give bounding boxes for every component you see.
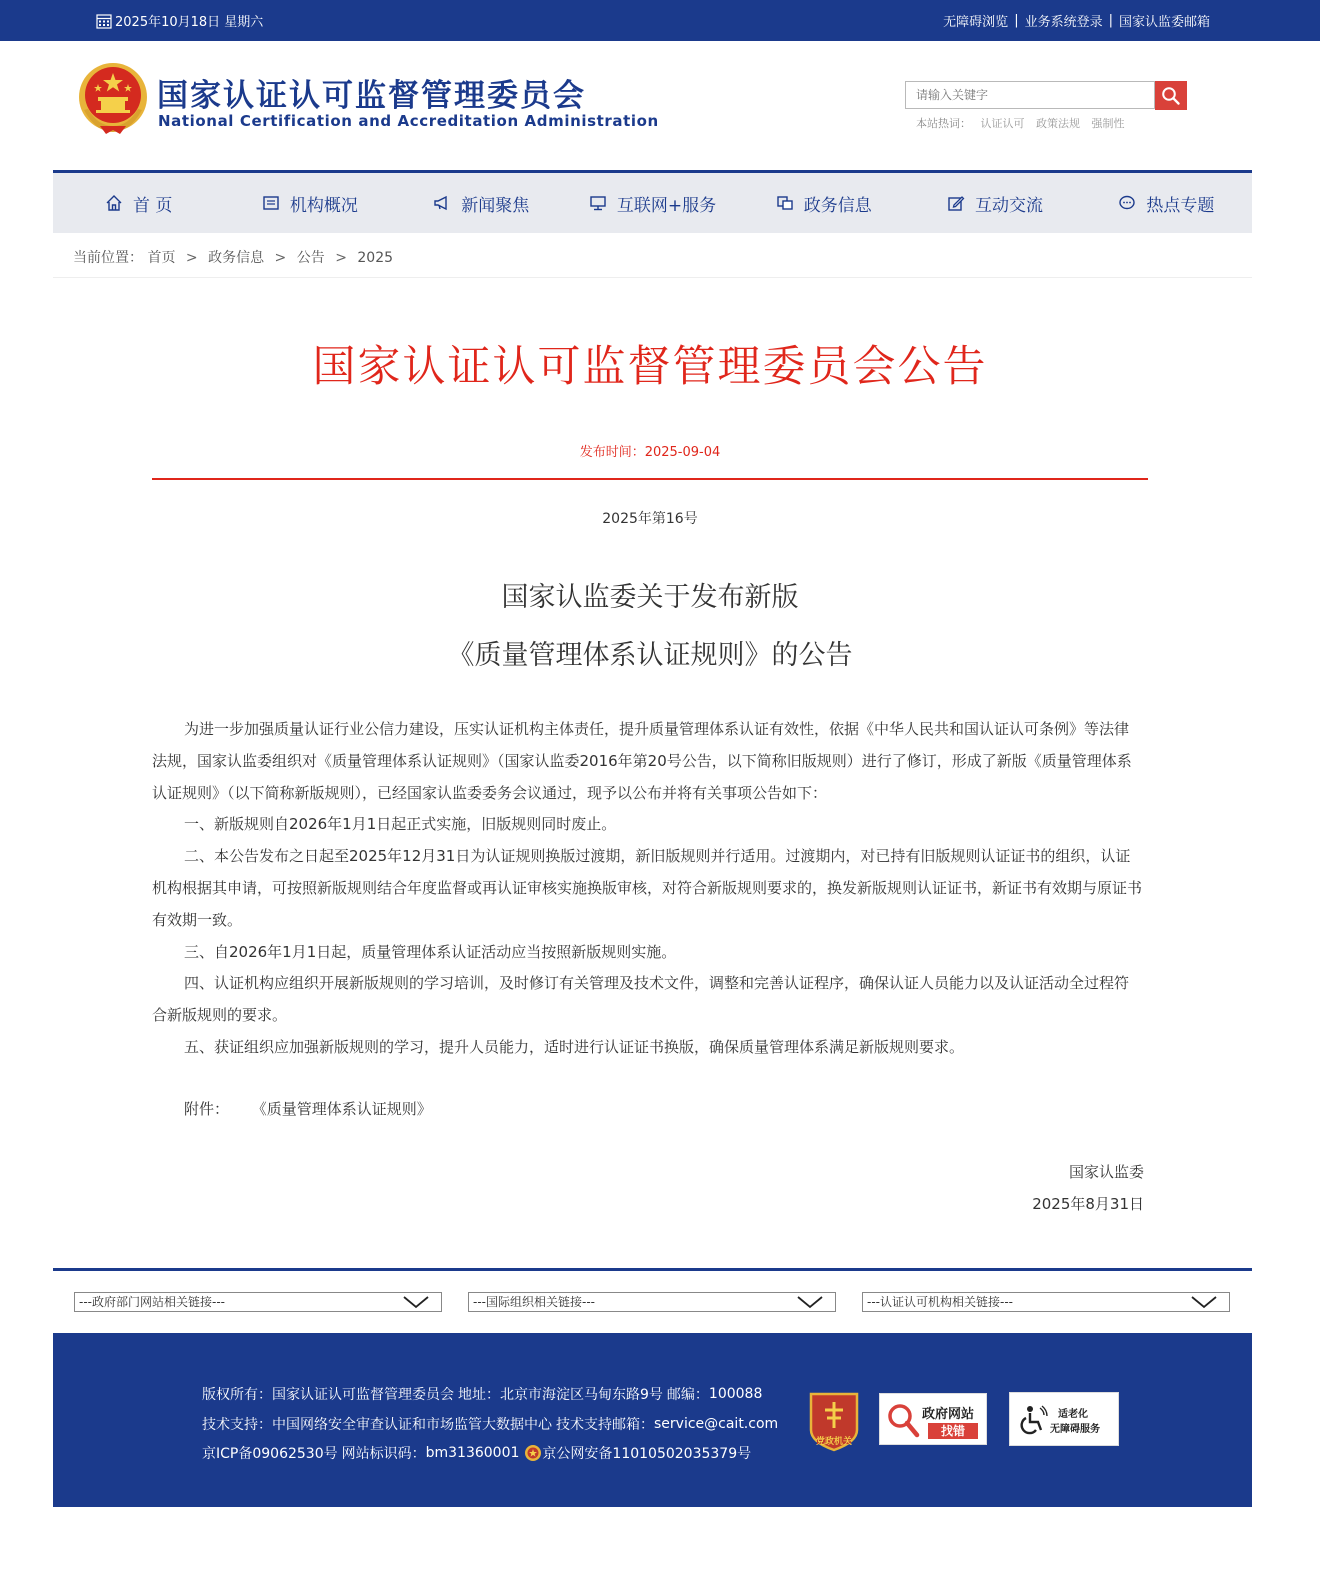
site-id-label: 网站标识码：	[341, 1446, 426, 1462]
police-badge-icon	[524, 1444, 542, 1462]
paragraph: 为进一步加强质量认证行业公信力建设，压实认证机构主体责任，提升质量管理体系认证有效性，依据《中华人民共和国认证认可条例》等法律法规，国家认监委组织对《质量管理体系认证规则》（国家认监委2016年第20号公告，以下简称旧版规则）进行了修订，形成了新版《质量管理体系认证规则》（以下简称新版规则），已经国家认监委委务会议通过，现予以公布并将有关事项公告如下：	[152, 720, 1132, 802]
national-emblem-logo	[76, 60, 150, 136]
select-value: ---政府部门网站相关链接---	[79, 1295, 225, 1309]
nav-item-label: 新闻聚焦	[461, 195, 530, 216]
site-name-cn: 国家认证认可监督管理委员会	[157, 78, 586, 114]
home-icon	[105, 194, 123, 212]
nav-item-label: 政务信息	[803, 195, 872, 216]
chat-icon	[1118, 194, 1136, 212]
document-number: 2025年第16号	[602, 511, 698, 527]
date-display	[96, 11, 263, 30]
address-label: 地址：	[458, 1387, 500, 1403]
error-badge-action: 找错	[928, 1423, 978, 1439]
hot-word-link[interactable]: 政策法规	[1036, 117, 1080, 130]
email-label: 技术支持邮箱：	[556, 1417, 654, 1433]
breadcrumb-separator: >	[335, 250, 347, 266]
footer-divider	[53, 1268, 1252, 1271]
search-icon	[1161, 86, 1181, 106]
address-text: 北京市海淀区马甸东路9号	[500, 1387, 663, 1403]
paragraph: 四、认证机构应组织开展新版规则的学习培训，及时修订有关管理及技术文件，调整和完善认证程序，确保认证人员能力以及认证活动全过程符合新版规则的要求。	[152, 974, 1130, 1025]
magnifier-icon	[886, 1402, 920, 1438]
nav-item-services[interactable]	[567, 173, 738, 233]
attachment	[184, 1098, 432, 1119]
megaphone-icon	[433, 194, 451, 212]
paragraph: 三、自2026年1月1日起，质量管理体系认证活动应当按照新版规则实施。	[184, 942, 677, 961]
nav-item-about[interactable]	[224, 173, 395, 233]
mailbox-link[interactable]: 国家认监委邮箱	[1118, 15, 1210, 30]
footer-copyright-line	[202, 1384, 762, 1404]
hot-word-link[interactable]: 认证认可	[980, 117, 1025, 130]
hot-words	[916, 115, 1125, 131]
chevron-down-icon	[1191, 1295, 1217, 1309]
paragraph: 五、获证组织应加强新版规则的学习，提升人员能力，适时进行认证证书换版，确保质量管理体系满足新版规则要求。	[184, 1037, 965, 1056]
nav-item-label: 热点专题	[1146, 195, 1215, 216]
article-body	[152, 714, 1142, 1064]
police-record-link[interactable]: 京公网安备11010502035379号	[542, 1446, 752, 1462]
footer-support-line	[202, 1414, 778, 1434]
intl-links-select[interactable]	[468, 1292, 836, 1312]
date-text: 2025年10月18日 星期六	[115, 15, 264, 30]
chevron-down-icon	[403, 1295, 429, 1309]
org-icon	[262, 194, 280, 212]
article-subtitle-line-2: 《质量管理体系认证规则》的公告	[447, 640, 853, 671]
accessibility-badge-title: 适老化	[1058, 1409, 1088, 1420]
site-name-en: National Certification and Accreditation Administration	[158, 112, 659, 130]
separator: |	[1108, 13, 1113, 28]
paragraph: 二、本公告发布之日起至2025年12月31日为认证规则换版过渡期，新旧版规则并行适用。过渡期内，对已持有旧版规则认证证书的组织，认证机构根据其申请，可按照新版规则结合年度监督或再认证审核实施换版审核，对符合新版规则要求的，换发新版规则认证证书，新证书有效期与原证书有效期一致。	[152, 847, 1143, 929]
cert-org-links-select[interactable]	[862, 1292, 1230, 1312]
wheelchair-icon	[1020, 1405, 1048, 1435]
nav-item-news[interactable]	[396, 173, 567, 233]
copyright-label: 版权所有：	[202, 1387, 272, 1403]
breadcrumb-label: 当前位置：	[73, 250, 143, 266]
gov-links-select[interactable]	[74, 1292, 442, 1312]
hot-word-link[interactable]: 强制性	[1091, 117, 1125, 130]
signature-org: 国家认监委	[1068, 1163, 1144, 1181]
publish-time: 发布时间：2025-09-04	[579, 445, 721, 460]
support-label: 技术支持：	[202, 1417, 272, 1433]
site-id-text: bm31360001	[425, 1445, 520, 1461]
top-links	[943, 11, 1210, 30]
footer	[53, 1333, 1252, 1507]
breadcrumb-separator: >	[274, 250, 287, 266]
breadcrumb-home[interactable]: 首页	[147, 250, 176, 266]
icp-link[interactable]: 京ICP备09062530号	[202, 1446, 338, 1462]
search-input[interactable]	[905, 81, 1155, 109]
breadcrumb-separator: >	[185, 250, 198, 266]
select-value: ---认证认可机构相关链接---	[867, 1295, 1013, 1309]
postcode-text: 100088	[708, 1386, 763, 1402]
nav-item-label: 首 页	[132, 195, 173, 216]
nav-item-home[interactable]	[53, 173, 224, 233]
nav-item-topics[interactable]	[1081, 173, 1252, 233]
breadcrumb-year[interactable]: 2025	[357, 250, 394, 266]
nav-item-gov-info[interactable]	[738, 173, 909, 233]
attachment-link[interactable]: 《质量管理体系认证规则》	[251, 1100, 432, 1118]
footer-icp-line	[202, 1443, 751, 1463]
chevron-down-icon	[797, 1295, 823, 1309]
article-title: 国家认证认可监督管理委员会公告	[312, 342, 988, 392]
separator: |	[1014, 13, 1019, 28]
title-divider	[152, 478, 1148, 480]
nav-item-interaction[interactable]	[909, 173, 1080, 233]
divider	[53, 277, 1252, 278]
top-bar	[0, 0, 1320, 41]
calendar-icon	[96, 13, 112, 29]
accessibility-badge-subtitle: 无障碍服务	[1050, 1424, 1100, 1435]
nav-item-label: 互联网+服务	[616, 195, 717, 216]
email-link[interactable]: service@cait.com	[654, 1416, 779, 1432]
attachment-label: 附件：	[184, 1100, 230, 1118]
breadcrumb	[73, 247, 393, 267]
article-subtitle-line-1: 国家认监委关于发布新版	[501, 582, 799, 613]
paragraph: 一、新版规则自2026年1月1日起正式实施，旧版规则同时废止。	[184, 815, 617, 834]
elderly-accessibility-badge[interactable]	[1009, 1392, 1119, 1446]
system-login-link[interactable]: 业务系统登录	[1024, 15, 1103, 30]
main-nav	[53, 170, 1252, 233]
copyright-text: 国家认证认可监督管理委员会	[272, 1387, 454, 1403]
support-text: 中国网络安全审查认证和市场监管大数据中心	[272, 1417, 552, 1433]
hot-words-label: 本站热词：	[916, 117, 971, 130]
info-icon	[776, 194, 794, 212]
nav-item-label: 机构概况	[289, 195, 358, 216]
party-gov-badge[interactable]	[807, 1390, 861, 1452]
breadcrumb-notice[interactable]: 公告	[296, 250, 325, 266]
monitor-icon	[589, 194, 607, 212]
gov-site-error-report-badge[interactable]	[879, 1393, 987, 1445]
error-badge-title: 政府网站	[922, 1407, 975, 1422]
nav-item-label: 互动交流	[975, 195, 1044, 216]
party-gov-badge-label: 党政机关	[815, 1437, 852, 1447]
select-value: ---国际组织相关链接---	[473, 1295, 595, 1309]
edit-icon	[947, 194, 965, 212]
search-button[interactable]	[1155, 81, 1187, 110]
postcode-label: 邮编：	[666, 1387, 709, 1403]
signature-date: 2025年8月31日	[1032, 1195, 1144, 1213]
accessibility-link[interactable]: 无障碍浏览	[943, 15, 1009, 30]
breadcrumb-gov-info[interactable]: 政务信息	[208, 250, 265, 266]
